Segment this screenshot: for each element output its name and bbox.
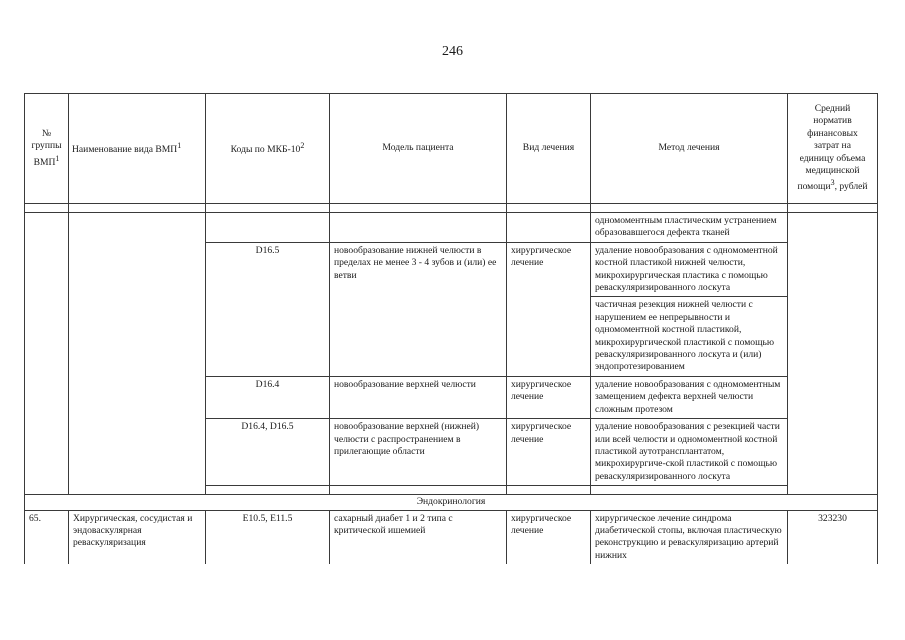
header-cost-norm: Средний норматив финансовых затрат на единицу объема медицинской помощи$^3$, рублей (788, 94, 878, 204)
page-number: 246 (442, 44, 463, 59)
group-no-cell-empty (25, 213, 69, 495)
icd-code-cell: D16.4 (206, 376, 330, 418)
vmp-name-cell: Хирургическая, сосудистая и эндоваскулярная реваскуляризация (69, 510, 206, 564)
header-vmp-name: Наименование вида ВМП$^1$ (69, 94, 206, 204)
header-group-no: № группы ВМП$^1$ (25, 94, 69, 204)
patient-model-cell: сахарный диабет 1 и 2 типа с критической ишемией (330, 510, 507, 564)
spacer-row (25, 204, 878, 213)
treatment-method-cell: хирургическое лечение синдрома диабетической стопы, включая пластическую реконструкцию и реваскуляризацию артерий нижних (591, 510, 788, 564)
treatment-method-cell: одномоментным пластическим устранением образовавшегося дефекта тканей (591, 213, 788, 243)
header-icd-codes: Коды по МКБ-$10^2$ (206, 94, 330, 204)
treatment-type-cell (507, 213, 591, 243)
header-treatment-method: Метод лечения (591, 94, 788, 204)
icd-code-cell: D16.4, D16.5 (206, 419, 330, 486)
group-no-cell: 65. (25, 510, 69, 564)
icd-code-cell: D16.5 (206, 242, 330, 376)
treatment-method-cell: частичная резекция нижней челюсти с нарушением ее непрерывности и одномоментной костной пластикой, микрохирургической пластикой с помощью реваскуляризированного лоскута и (или) эндопротезированием (591, 297, 788, 376)
treatment-type-cell: хирургическое лечение (507, 419, 591, 486)
table-row (25, 510, 878, 564)
treatment-type-cell: хирургическое лечение (507, 376, 591, 418)
treatment-type-cell: хирургическое лечение (507, 242, 591, 376)
treatment-method-cell: удаление новообразования с одномоментной костной пластикой нижней челюсти, микрохирургическая пластика с помощью реваскуляризированного лоскута (591, 242, 788, 297)
treatment-method-cell: удаление новообразования с резекцией части или всей челюсти и одномоментной костной пластикой аутотрансплантатом, микрохирургиче-ской пластикой с помощью реваскуляризированного лоскута (591, 419, 788, 486)
icd-code-cell: E10.5, E11.5 (206, 510, 330, 564)
cost-cell: 323230 (788, 510, 878, 564)
icd-code-cell (206, 213, 330, 243)
section-row (25, 495, 878, 510)
patient-model-cell: новообразование нижней челюсти в пределах не менее 3 - 4 зубов и (или) ее ветви (330, 242, 507, 376)
vmp-table (24, 93, 878, 564)
header-patient-model: Модель пациента (330, 94, 507, 204)
header-treatment-type: Вид лечения (507, 94, 591, 204)
cost-cell-empty (788, 213, 878, 495)
section-title: Эндокринология (25, 495, 878, 510)
treatment-type-cell: хирургическое лечение (507, 510, 591, 564)
treatment-method-cell: удаление новообразования с одномоментным замещением дефекта верхней челюсти сложным протезом (591, 376, 788, 418)
header-row (25, 94, 878, 204)
vmp-name-cell-empty (69, 213, 206, 495)
table-row (25, 213, 878, 243)
patient-model-cell: новообразование верхней (нижней) челюсти с распространением в прилегающие области (330, 419, 507, 486)
patient-model-cell (330, 213, 507, 243)
patient-model-cell: новообразование верхней челюсти (330, 376, 507, 418)
